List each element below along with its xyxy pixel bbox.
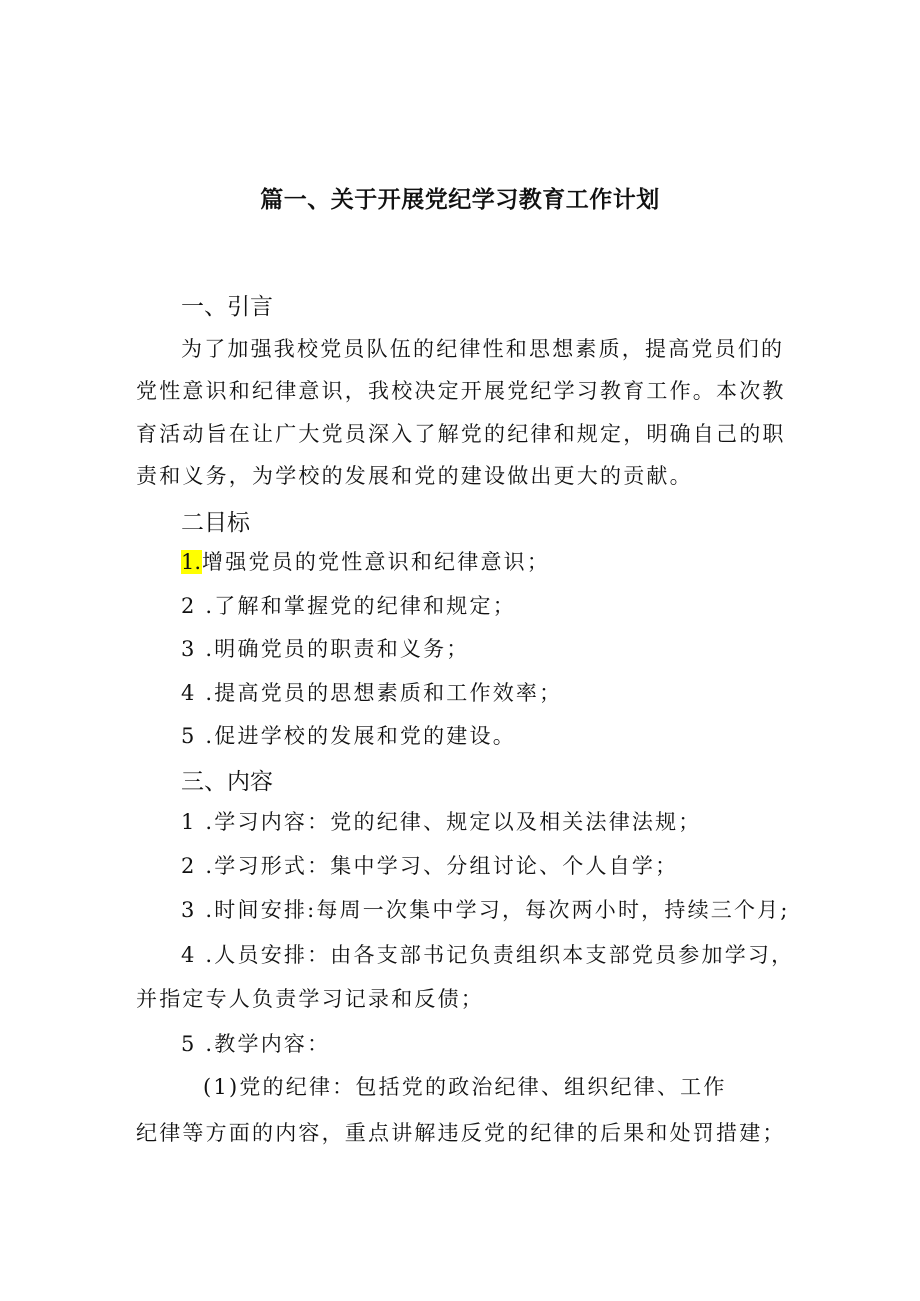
goal-item-3: 3 .明确党员的职责和义务； (181, 637, 470, 661)
intro-line-1: 为了加强我校党员队伍的纪律性和思想素质，提高党员们的 (181, 337, 785, 361)
content-item-5: 5 .教学内容： (181, 1032, 331, 1056)
content-item-2: 2 .学习形式：集中学习、分组讨论、个人自学； (181, 854, 679, 878)
intro-line-2: 党性意识和纪律意识，我校决定开展党纪学习教育工作。本次教 (136, 379, 786, 403)
intro-line-4: 责和义务，为学校的发展和党的建设做出更大的贡献。 (136, 464, 693, 488)
goal-item-5: 5 .促进学校的发展和党的建设。 (181, 724, 516, 748)
content-item-1: 1 .学习内容：党的纪律、规定以及相关法律法规； (181, 810, 702, 834)
section-heading-content: 三、内容 (181, 769, 273, 795)
section-heading-goals: 二目标 (181, 510, 250, 536)
content-subitem-1-continued: 纪律等方面的内容，重点讲解违反党的纪律的后果和处罚措建； (136, 1121, 786, 1145)
content-item-3: 3 .时间安排:每周一次集中学习，每次两小时，持续三个月; (181, 898, 790, 922)
goal-item-2: 2 .了解和掌握党的纪律和规定； (181, 594, 516, 618)
section-heading-introduction: 一、引言 (181, 294, 273, 320)
goal-item-1 (181, 546, 550, 576)
goal-1-number-highlight: 1. (181, 550, 202, 574)
goal-item-4: 4 .提高党员的思想素质和工作效率； (181, 681, 563, 705)
content-subitem-1: (1)党的纪律：包括党的政治纪律、组织纪律、工作 (203, 1075, 727, 1099)
content-item-4-continued: 并指定专人负责学习记录和反债； (136, 987, 484, 1011)
content-item-4: 4 .人员安排：由各支部书记负责组织本支部党员参加学习， (181, 943, 795, 967)
intro-line-3: 育活动旨在让广大党员深入了解党的纪律和规定，明确自己的职 (136, 422, 786, 446)
goal-1-text: 增强党员的党性意识和纪律意识； (202, 550, 551, 574)
document-title: 篇一、关于开展党纪学习教育工作计划 (260, 187, 660, 213)
